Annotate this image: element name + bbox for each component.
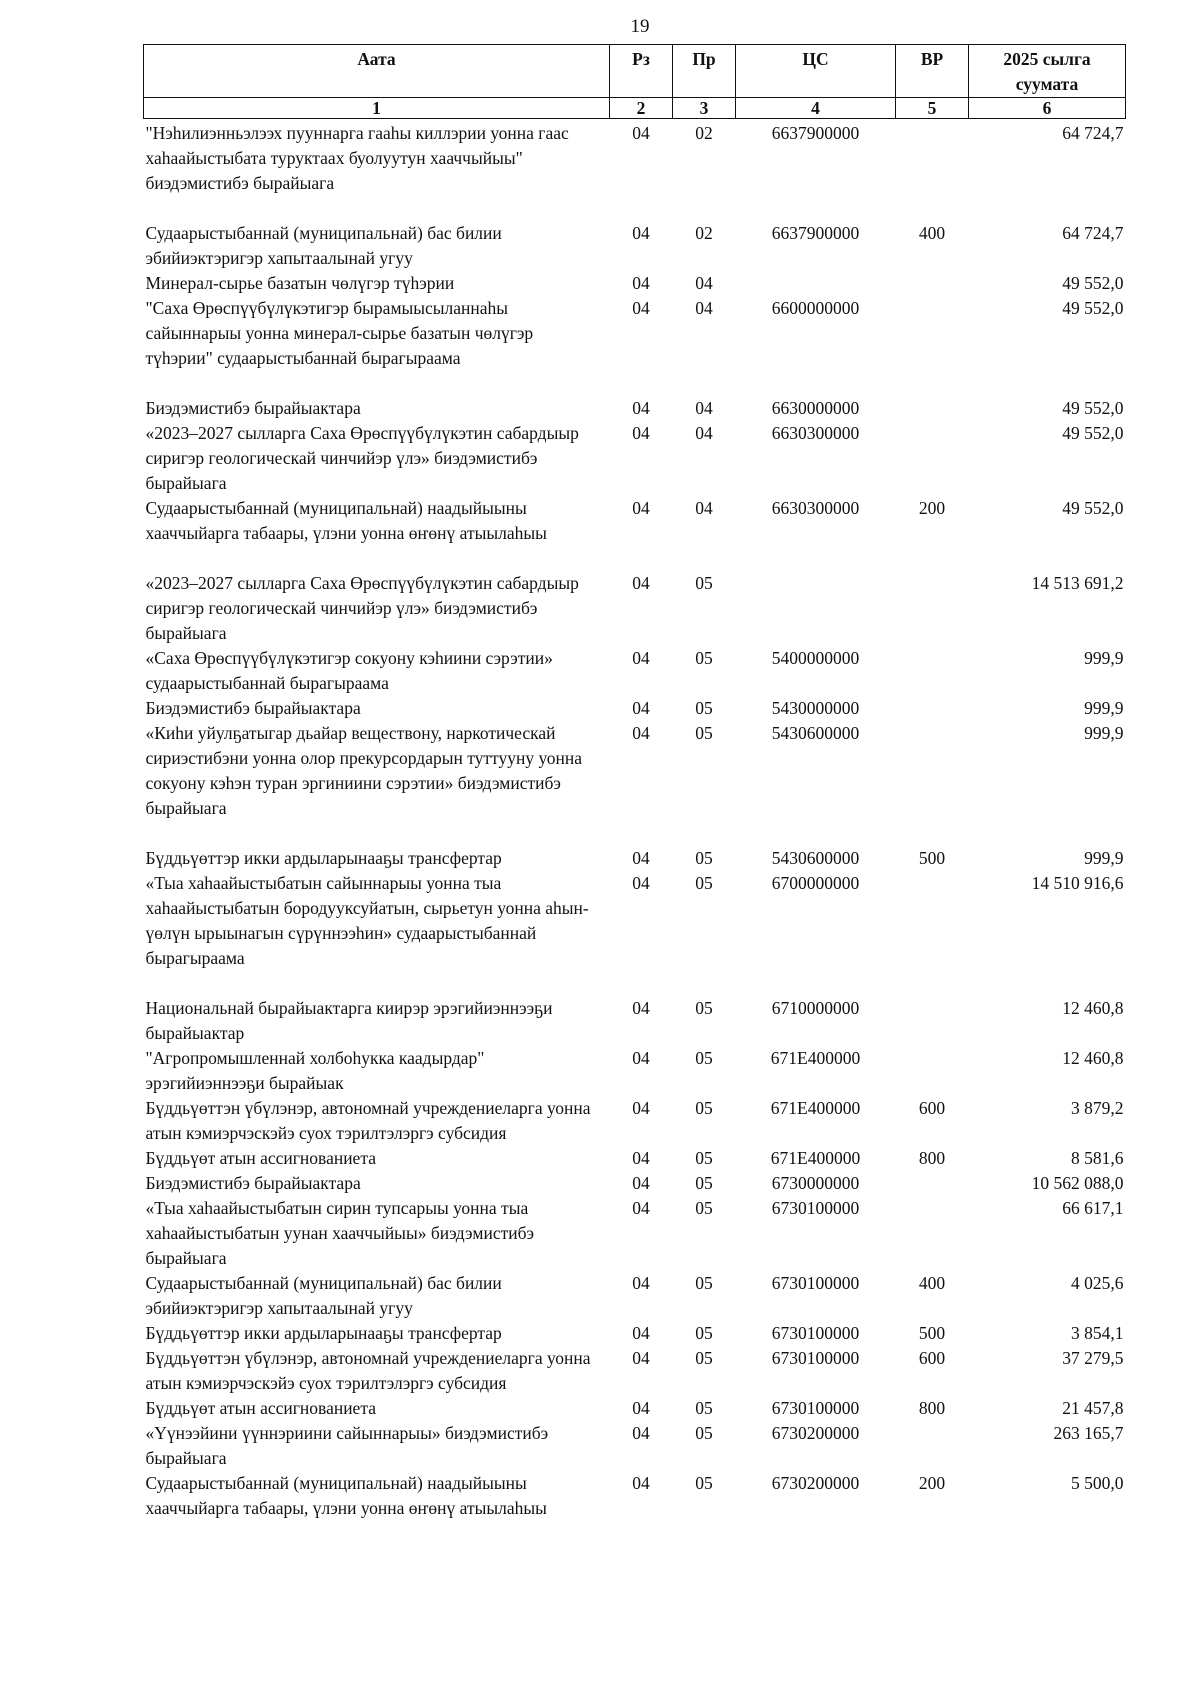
row-vr: 800 bbox=[918, 1398, 946, 1418]
table-row bbox=[144, 1096, 1126, 1146]
row-sum: 999,9 bbox=[1084, 723, 1124, 743]
row-name: Судаарыстыбаннай (муниципальнай) бас билии эбийиэктэригэр хапытаалынай угуу bbox=[145, 223, 502, 268]
table-row bbox=[144, 846, 1126, 871]
row-pr: 04 bbox=[695, 273, 713, 293]
row-rz: 04 bbox=[632, 1173, 650, 1193]
column-number: 1 bbox=[144, 98, 610, 119]
row-vr: 600 bbox=[918, 1348, 946, 1368]
table-row bbox=[144, 646, 1126, 696]
row-vr: 400 bbox=[918, 1273, 946, 1293]
row-sum: 64 724,7 bbox=[1062, 123, 1124, 143]
row-pr: 04 bbox=[695, 498, 713, 518]
row-sum: 21 457,8 bbox=[1062, 1398, 1124, 1418]
table-row bbox=[144, 871, 1126, 971]
row-name: "Агропромышленнай холбоһукка каадырдар" эрэгийиэннээҕи бырайыак bbox=[145, 1048, 485, 1093]
row-name: «Киһи уйулҕатыгар дьайар веществону, наркотическай сириэстибэни уонна олор прекурсордарын туттууну уонна сокуону кэһэн туран эргиниини сэрэтии» биэдэмистибэ бырайыага bbox=[145, 723, 583, 818]
row-cs bbox=[736, 271, 896, 296]
row-vr: 200 bbox=[918, 1473, 946, 1493]
row-rz: 04 bbox=[632, 848, 650, 868]
row-rz: 04 bbox=[632, 1348, 650, 1368]
table-row bbox=[144, 1171, 1126, 1196]
header-name: Аата bbox=[144, 45, 610, 98]
row-sum: 49 552,0 bbox=[1062, 273, 1124, 293]
row-pr: 05 bbox=[695, 848, 713, 868]
row-pr: 05 bbox=[695, 1348, 713, 1368]
row-rz: 04 bbox=[632, 1323, 650, 1343]
row-rz: 04 bbox=[632, 1273, 650, 1293]
row-spacer bbox=[144, 971, 1126, 996]
table-row bbox=[144, 119, 1126, 197]
table-row bbox=[144, 496, 1126, 546]
row-pr: 05 bbox=[695, 573, 713, 593]
row-name: "Саха Өрөспүүбүлүкэтигэр бырамыысыланнаһы сайыннарыы уонна минерал-сырье базатын чөлүгэр түһэрии" судаарыстыбаннай бырагыраама bbox=[145, 298, 534, 368]
row-name: "Нэһилиэнньэлээх пууннарга гааһы киллэрии уонна гаас хаһаайыстыбата туруктаах буолуутун хааччыйыы" биэдэмистибэ бырайыага bbox=[145, 123, 569, 193]
row-spacer bbox=[144, 821, 1126, 846]
row-spacer bbox=[144, 196, 1126, 221]
row-pr: 05 bbox=[695, 1173, 713, 1193]
table-row bbox=[144, 1346, 1126, 1396]
row-cs: 6710000000 bbox=[771, 998, 860, 1018]
row-vr bbox=[896, 871, 969, 971]
row-spacer bbox=[144, 546, 1126, 571]
row-name: «2023–2027 сылларга Саха Өрөспүүбүлүкэтин сабардыыр сиригэр геологическай чинчийэр үлэ» биэдэмистибэ бырайыага bbox=[145, 573, 579, 643]
row-rz: 04 bbox=[632, 1398, 650, 1418]
table-header bbox=[144, 45, 1126, 119]
row-rz: 04 bbox=[632, 698, 650, 718]
row-cs: 6730200000 bbox=[771, 1423, 860, 1443]
row-cs: 6637900000 bbox=[771, 223, 860, 243]
row-sum: 14 510 916,6 bbox=[1031, 873, 1124, 893]
row-rz: 04 bbox=[632, 873, 650, 893]
table-row bbox=[144, 1321, 1126, 1346]
row-cs bbox=[736, 571, 896, 646]
row-cs: 6730100000 bbox=[771, 1273, 860, 1293]
row-vr: 500 bbox=[918, 848, 946, 868]
row-cs: 6630300000 bbox=[771, 423, 860, 443]
table-row bbox=[144, 221, 1126, 271]
row-cs: 6730200000 bbox=[771, 1473, 860, 1493]
table-row bbox=[144, 1471, 1126, 1521]
row-rz: 04 bbox=[632, 123, 650, 143]
row-vr bbox=[896, 1421, 969, 1471]
table-row bbox=[144, 696, 1126, 721]
table-row bbox=[144, 1271, 1126, 1321]
header-pr: Пр bbox=[673, 45, 736, 98]
row-name: Биэдэмистибэ бырайыактара bbox=[145, 1173, 361, 1193]
row-sum: 49 552,0 bbox=[1062, 498, 1124, 518]
row-rz: 04 bbox=[632, 1423, 650, 1443]
row-spacer bbox=[144, 371, 1126, 396]
spacer-cell bbox=[144, 371, 1126, 396]
row-name: «Үүнээйини үүннэриини сайыннарыы» биэдэмистибэ бырайыага bbox=[145, 1423, 549, 1468]
header-cs: ЦС bbox=[736, 45, 896, 98]
row-sum: 5 500,0 bbox=[1071, 1473, 1124, 1493]
row-pr: 05 bbox=[695, 998, 713, 1018]
row-sum: 999,9 bbox=[1084, 698, 1124, 718]
row-rz: 04 bbox=[632, 723, 650, 743]
table-row bbox=[144, 996, 1126, 1046]
table-row bbox=[144, 721, 1126, 821]
row-pr: 04 bbox=[695, 398, 713, 418]
row-cs: 6730100000 bbox=[771, 1398, 860, 1418]
column-number: 6 bbox=[969, 98, 1126, 119]
row-name: Бүддьүөттэн үбүлэнэр, автономнай учреждениеларга уонна атын кэмиэрчэскэйэ суох тэрилтэлэргэ субсидия bbox=[145, 1348, 591, 1393]
row-sum: 3 879,2 bbox=[1071, 1098, 1124, 1118]
row-sum: 64 724,7 bbox=[1062, 223, 1124, 243]
row-vr bbox=[896, 396, 969, 421]
table-body bbox=[144, 119, 1126, 1522]
row-vr: 200 bbox=[918, 498, 946, 518]
row-name: «Тыа хаһаайыстыбатын сайыннарыы уонна тыа хаһаайыстыбатын бородууксуйатын, сырьетун уонна аһын-үөлүн ырыынагын сүрүннээһин» судаарыстыбаннай бырагыраама bbox=[145, 873, 589, 968]
row-vr bbox=[896, 1046, 969, 1096]
row-name: Судаарыстыбаннай (муниципальнай) наадыйыыны хааччыйарга табаары, үлэни уонна өҥөнү атыылаһыы bbox=[145, 498, 547, 543]
row-sum: 8 581,6 bbox=[1071, 1148, 1124, 1168]
row-vr bbox=[896, 119, 969, 197]
row-rz: 04 bbox=[632, 1048, 650, 1068]
row-sum: 66 617,1 bbox=[1062, 1198, 1124, 1218]
row-name: Минерал-сырье базатын чөлүгэр түһэрии bbox=[145, 273, 455, 293]
row-rz: 04 bbox=[632, 648, 650, 668]
row-pr: 05 bbox=[695, 723, 713, 743]
row-cs: 671Е400000 bbox=[770, 1098, 861, 1118]
row-cs: 6637900000 bbox=[771, 123, 860, 143]
row-cs: 5430600000 bbox=[771, 848, 860, 868]
row-cs: 6630300000 bbox=[771, 498, 860, 518]
row-sum: 10 562 088,0 bbox=[1031, 1173, 1124, 1193]
row-name: Бүддьүөт атын ассигнованиета bbox=[145, 1398, 376, 1418]
row-pr: 05 bbox=[695, 873, 713, 893]
row-pr: 04 bbox=[695, 298, 713, 318]
row-sum: 999,9 bbox=[1084, 648, 1124, 668]
row-vr bbox=[896, 996, 969, 1046]
table-row bbox=[144, 1421, 1126, 1471]
row-cs: 6600000000 bbox=[771, 298, 860, 318]
row-pr: 05 bbox=[695, 1048, 713, 1068]
column-number: 5 bbox=[896, 98, 969, 119]
row-rz: 04 bbox=[632, 223, 650, 243]
header-sum: 2025 сылга суумата bbox=[969, 45, 1126, 98]
header-vr: ВР bbox=[896, 45, 969, 98]
row-rz: 04 bbox=[632, 298, 650, 318]
row-pr: 05 bbox=[695, 1473, 713, 1493]
row-cs: 6730100000 bbox=[771, 1198, 860, 1218]
row-sum: 49 552,0 bbox=[1062, 298, 1124, 318]
row-vr: 400 bbox=[918, 223, 946, 243]
row-cs: 671Е400000 bbox=[770, 1148, 861, 1168]
row-pr: 05 bbox=[695, 648, 713, 668]
row-cs: 671Е400000 bbox=[770, 1048, 861, 1068]
row-name: Бүддьүөт атын ассигнованиета bbox=[145, 1148, 376, 1168]
row-name: Судаарыстыбаннай (муниципальнай) бас билии эбийиэктэригэр хапытаалынай угуу bbox=[145, 1273, 502, 1318]
column-number: 2 bbox=[610, 98, 673, 119]
spacer-cell bbox=[144, 971, 1126, 996]
spacer-cell bbox=[144, 196, 1126, 221]
row-vr bbox=[896, 696, 969, 721]
table-row bbox=[144, 571, 1126, 646]
row-vr bbox=[896, 271, 969, 296]
row-pr: 05 bbox=[695, 1273, 713, 1293]
table-row bbox=[144, 421, 1126, 496]
table-row bbox=[144, 296, 1126, 371]
row-sum: 263 165,7 bbox=[1053, 1423, 1124, 1443]
row-rz: 04 bbox=[632, 1473, 650, 1493]
row-vr bbox=[896, 571, 969, 646]
page-number: 19 bbox=[630, 16, 650, 37]
row-name: Бүддьүөттэн үбүлэнэр, автономнай учреждениеларга уонна атын кэмиэрчэскэйэ суох тэрилтэлэргэ субсидия bbox=[145, 1098, 591, 1143]
row-rz: 04 bbox=[632, 1148, 650, 1168]
column-number: 3 bbox=[673, 98, 736, 119]
row-sum: 49 552,0 bbox=[1062, 423, 1124, 443]
row-sum: 49 552,0 bbox=[1062, 398, 1124, 418]
row-rz: 04 bbox=[632, 398, 650, 418]
row-sum: 4 025,6 bbox=[1071, 1273, 1124, 1293]
row-name: «Саха Өрөспүүбүлүкэтигэр сокуону кэһиини сэрэтии» судаарыстыбаннай бырагыраама bbox=[145, 648, 553, 693]
table-row bbox=[144, 1146, 1126, 1171]
row-sum: 37 279,5 bbox=[1062, 1348, 1124, 1368]
row-name: Бүддьүөттэр икки ардыларынааҕы трансфертар bbox=[145, 848, 502, 868]
row-rz: 04 bbox=[632, 1198, 650, 1218]
row-vr bbox=[896, 721, 969, 821]
row-cs: 6730100000 bbox=[771, 1348, 860, 1368]
row-name: Биэдэмистибэ бырайыактара bbox=[145, 398, 361, 418]
row-pr: 02 bbox=[695, 123, 713, 143]
row-rz: 04 bbox=[632, 273, 650, 293]
table-row bbox=[144, 396, 1126, 421]
row-sum: 14 513 691,2 bbox=[1031, 573, 1124, 593]
row-rz: 04 bbox=[632, 573, 650, 593]
row-pr: 05 bbox=[695, 1423, 713, 1443]
row-name: Национальнай бырайыактарга киирэр эрэгийиэннээҕи бырайыактар bbox=[145, 998, 553, 1043]
table-row bbox=[144, 1196, 1126, 1271]
row-name: Бүддьүөттэр икки ардыларынааҕы трансфертар bbox=[145, 1323, 502, 1343]
row-cs: 5430000000 bbox=[771, 698, 860, 718]
row-pr: 05 bbox=[695, 1323, 713, 1343]
row-pr: 05 bbox=[695, 1198, 713, 1218]
row-name: Биэдэмистибэ бырайыактара bbox=[145, 698, 361, 718]
row-rz: 04 bbox=[632, 1098, 650, 1118]
row-rz: 04 bbox=[632, 498, 650, 518]
table-row bbox=[144, 271, 1126, 296]
table-row bbox=[144, 1396, 1126, 1421]
row-cs: 6630000000 bbox=[771, 398, 860, 418]
row-sum: 12 460,8 bbox=[1062, 998, 1124, 1018]
spacer-cell bbox=[144, 821, 1126, 846]
row-pr: 02 bbox=[695, 223, 713, 243]
row-pr: 05 bbox=[695, 698, 713, 718]
row-rz: 04 bbox=[632, 998, 650, 1018]
row-name: Судаарыстыбаннай (муниципальнай) наадыйыыны хааччыйарга табаары, үлэни уонна өҥөнү атыылаһыы bbox=[145, 1473, 547, 1518]
row-name: «Тыа хаһаайыстыбатын сирин тупсарыы уонна тыа хаһаайыстыбатын уунан хааччыйыы» биэдэмистибэ бырайыага bbox=[145, 1198, 535, 1268]
row-vr: 500 bbox=[918, 1323, 946, 1343]
row-name: «2023–2027 сылларга Саха Өрөспүүбүлүкэтин сабардыыр сиригэр геологическай чинчийэр үлэ» биэдэмистибэ бырайыага bbox=[145, 423, 579, 493]
row-vr bbox=[896, 1196, 969, 1271]
row-cs: 5430600000 bbox=[771, 723, 860, 743]
row-cs: 6730100000 bbox=[771, 1323, 860, 1343]
spacer-cell bbox=[144, 546, 1126, 571]
row-vr bbox=[896, 1171, 969, 1196]
row-pr: 05 bbox=[695, 1398, 713, 1418]
row-cs: 5400000000 bbox=[771, 648, 860, 668]
row-sum: 3 854,1 bbox=[1071, 1323, 1124, 1343]
row-vr bbox=[896, 296, 969, 371]
row-pr: 05 bbox=[695, 1148, 713, 1168]
row-vr: 600 bbox=[918, 1098, 946, 1118]
column-number: 4 bbox=[736, 98, 896, 119]
row-pr: 04 bbox=[695, 423, 713, 443]
row-pr: 05 bbox=[695, 1098, 713, 1118]
row-vr: 800 bbox=[918, 1148, 946, 1168]
row-cs: 6730000000 bbox=[771, 1173, 860, 1193]
table-row bbox=[144, 1046, 1126, 1096]
row-sum: 12 460,8 bbox=[1062, 1048, 1124, 1068]
row-rz: 04 bbox=[632, 423, 650, 443]
row-sum: 999,9 bbox=[1084, 848, 1124, 868]
header-rz: Рз bbox=[610, 45, 673, 98]
row-vr bbox=[896, 646, 969, 696]
budget-table bbox=[143, 44, 1126, 1521]
row-cs: 6700000000 bbox=[771, 873, 860, 893]
row-vr bbox=[896, 421, 969, 496]
